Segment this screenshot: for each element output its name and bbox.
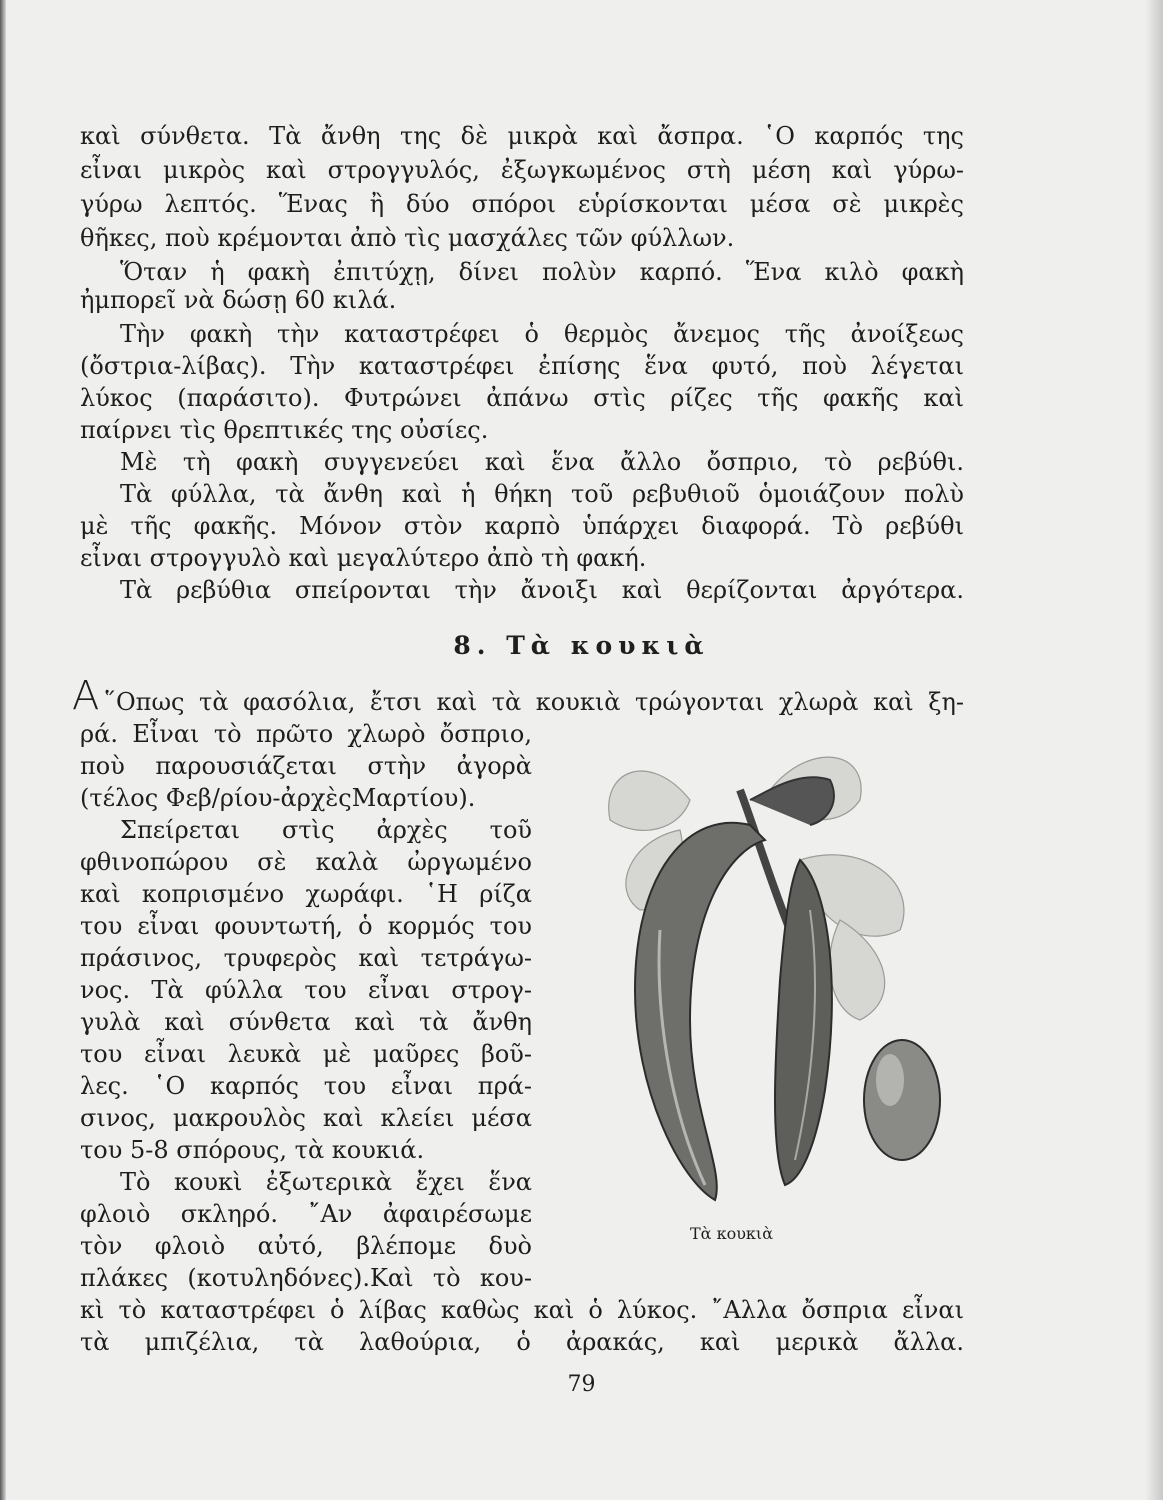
text-line: εἶναι μικρὸς καὶ στρογγυλός, ἐξωγκωμένος στὴ μέση καὶ γύρω- bbox=[80, 156, 964, 184]
page-binding-edge bbox=[0, 0, 6, 1500]
text-line: λύκος (παράσιτο). Φυτρώνει ἀπάνω στὶς ρίζες τῆς φακῆς καὶ bbox=[80, 384, 964, 412]
text-line: κὶ τὸ καταστρέφει ὁ λίβας καθὼς καὶ ὁ λύκος. ῎Αλλα ὄσπρια εἶναι bbox=[80, 1296, 964, 1324]
section-title: 8. Τὰ κουκιὰ bbox=[453, 631, 710, 660]
text-line: λες. ῾Ο καρπός του εἶναι πρά- bbox=[80, 1072, 532, 1100]
text-line: σινος, μακρουλὸς καὶ κλείει μέσα bbox=[80, 1104, 532, 1132]
text-line: Τὰ ρεβύθια σπείρονται τὴν ἄνοιξι καὶ θερίζονται ἀργότερα. bbox=[120, 576, 964, 604]
text-line: ῞Οπως τὰ φασόλια, ἔτσι καὶ τὰ κουκιὰ τρώγονται χλωρὰ καὶ ξη- bbox=[104, 688, 964, 716]
text-line: Μὲ τὴ φακὴ συγγενεύει καὶ ἕνα ἄλλο ὄσπριο, τὸ ρεβύθι. bbox=[120, 448, 964, 476]
page-number: 79 bbox=[567, 1372, 596, 1397]
text-line: του εἶναι φουντωτή, ὁ κορμός του bbox=[80, 912, 532, 940]
text-line: πλάκες (κοτυληδόνες).Καὶ τὸ κου- bbox=[80, 1264, 532, 1292]
text-line: Τὸ κουκὶ ἐξωτερικὰ ἔχει ἕνα bbox=[120, 1168, 532, 1196]
text-line: γύρω λεπτός. Ἕνας ἢ δύο σπόροι εὑρίσκονται μέσα σὲ μικρὲς bbox=[80, 190, 964, 218]
text-line: (ὄστρια-λίβας). Τὴν καταστρέφει ἐπίσης ἕνα φυτό, ποὺ λέγεται bbox=[80, 352, 964, 380]
text-line: ποὺ παρουσιάζεται στὴν ἀγορὰ bbox=[80, 752, 532, 780]
text-line: του 5-8 σπόρους, τὰ κουκιά. bbox=[80, 1136, 425, 1164]
figure-caption: Τὰ κουκιὰ bbox=[690, 1224, 773, 1243]
bean-seed-shape bbox=[864, 1040, 940, 1160]
text-line: παίρνει τὶς θρεπτικές της οὐσίες. bbox=[80, 416, 489, 444]
page-right-shadow bbox=[1145, 0, 1163, 1500]
small-pod-shape bbox=[750, 777, 834, 825]
text-line: φλοιὸ σκληρό. ῎Αν ἀφαιρέσωμε bbox=[80, 1200, 532, 1228]
text-line: γυλὰ καὶ σύνθετα καὶ τὰ ἄνθη bbox=[80, 1008, 532, 1036]
text-line: εἶναι στρογγυλὸ καὶ μεγαλύτερο ἀπὸ τὴ φακή. bbox=[80, 544, 647, 572]
text-line: φθινοπώρου σὲ καλὰ ὠργωμένο bbox=[80, 848, 532, 876]
text-line: ρά. Εἶναι τὸ πρῶτο χλωρὸ ὄσπριο, bbox=[80, 720, 532, 748]
text-line: ἠμπορεῖ νὰ δώσῃ 60 κιλά. bbox=[80, 286, 397, 314]
text-line: Σπείρεται στὶς ἀρχὲς τοῦ bbox=[120, 816, 532, 844]
text-line: τὰ μπιζέλια, τὰ λαθούρια, ὁ ἀρακάς, καὶ μερικὰ ἄλλα. bbox=[80, 1328, 964, 1356]
text-line: τὸν φλοιὸ αὐτό, βλέπομε δυὸ bbox=[80, 1232, 532, 1260]
text-line: του εἶναι λευκὰ μὲ μαῦρες βοῦ- bbox=[80, 1040, 532, 1068]
text-line: νος. Τὰ φύλλα του εἶναι στρογ- bbox=[80, 976, 532, 1004]
text-line: καὶ σύνθετα. Τὰ ἄνθη της δὲ μικρὰ καὶ ἄσπρα. ῾Ο καρπός της bbox=[80, 122, 964, 150]
text-line: Ὅταν ἡ φακὴ ἐπιτύχῃ, δίνει πολὺν καρπό. Ἕνα κιλὸ φακὴ bbox=[120, 258, 964, 286]
text-line: Τὴν φακὴ τὴν καταστρέφει ὁ θερμὸς ἄνεμος τῆς ἀνοίξεως bbox=[120, 320, 964, 348]
broad-beans-illustration bbox=[540, 730, 970, 1220]
text-line: πράσινος, τρυφερὸς καὶ τετράγω- bbox=[80, 944, 532, 972]
text-line: μὲ τῆς φακῆς. Μόνον στὸν καρπὸ ὑπάρχει διαφορά. Τὸ ρεβύθι bbox=[80, 512, 964, 540]
text-line: θῆκες, ποὺ κρέμονται ἀπὸ τὶς μασχάλες τῶν φύλλων. bbox=[80, 224, 735, 252]
text-line: καὶ κοπρισμένο χωράφι. ῾Η ρίζα bbox=[80, 880, 532, 908]
leaf-shape bbox=[609, 771, 690, 830]
text-line: Τὰ φύλλα, τὰ ἄνθη καὶ ἡ θήκη τοῦ ρεβυθιοῦ ὁμοιάζουν πολὺ bbox=[120, 480, 964, 508]
text-line: (τέλος Φεβ/ρίου-ἀρχὲςΜαρτίου). bbox=[80, 784, 476, 812]
drop-cap: Α bbox=[72, 673, 100, 719]
